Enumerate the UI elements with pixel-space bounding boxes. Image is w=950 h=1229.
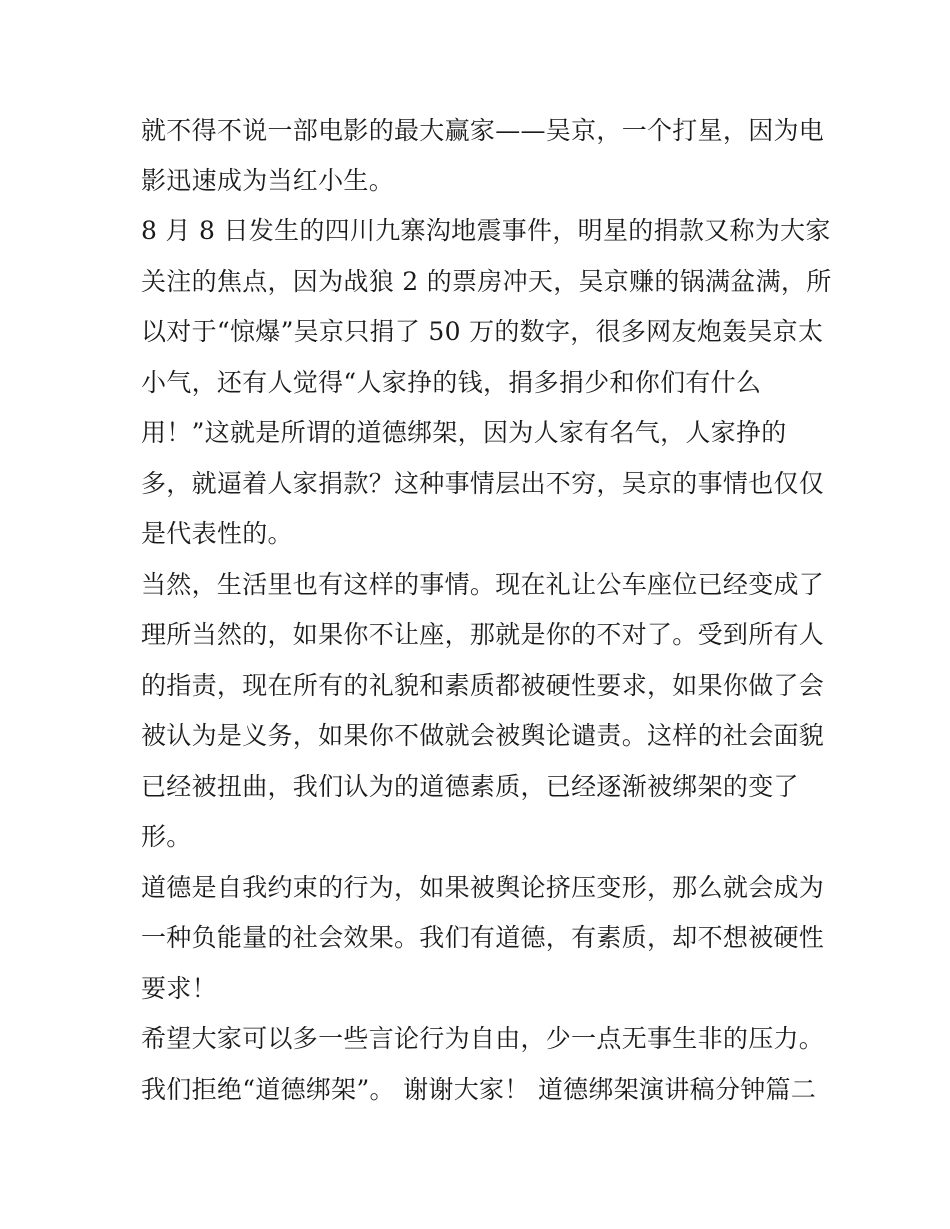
text-line: 以对于“惊爆”吴京只捐了 50 万的数字，很多网友炮轰吴京太 bbox=[141, 317, 824, 346]
text-line: 多，就逼着人家捐款？这种事情层出不穷，吴京的事情也仅仅 bbox=[141, 469, 825, 498]
text-line: 一种负能量的社会效果。我们有道德，有素质，却不想被硬性 bbox=[141, 923, 825, 952]
text-line: 关注的焦点，因为战狼 2 的票房冲天，吴京赚的锅满盆满，所 bbox=[141, 267, 832, 296]
text-line: 被认为是义务，如果你不做就会被舆论谴责。这样的社会面貌 bbox=[141, 721, 825, 750]
text-line: 要求！ bbox=[141, 974, 217, 1003]
text-line: 小气，还有人觉得“人家挣的钱，捐多捐少和你们有什么 bbox=[141, 368, 762, 397]
text-line: 我们拒绝“道德绑架”。 谢谢大家！ 道德绑架演讲稿分钟篇二 bbox=[141, 1075, 817, 1104]
text-line: 希望大家可以多一些言论行为自由，少一点无事生非的压力。 bbox=[141, 1024, 825, 1053]
text-line: 的指责，现在所有的礼貌和素质都被硬性要求，如果你做了会 bbox=[141, 671, 825, 700]
text-line: 形。 bbox=[141, 822, 192, 851]
text-line: 道德是自我约束的行为，如果被舆论挤压变形，那么就会成为 bbox=[141, 873, 825, 902]
text-line: 用！”这就是所谓的道德绑架，因为人家有名气，人家挣的 bbox=[141, 418, 787, 447]
text-line: 8 月 8 日发生的四川九寨沟地震事件，明星的捐款又称为大家 bbox=[141, 216, 831, 245]
text-line: 当然，生活里也有这样的事情。现在礼让公车座位已经变成了 bbox=[141, 570, 825, 599]
text-line: 影迅速成为当红小生。 bbox=[141, 166, 395, 195]
text-line: 理所当然的，如果你不让座，那就是你的不对了。受到所有人 bbox=[141, 620, 825, 649]
text-line: 就不得不说一部电影的最大赢家——吴京，一个打星，因为电 bbox=[141, 116, 825, 145]
text-line: 是代表性的。 bbox=[141, 519, 293, 548]
text-line: 已经被扭曲，我们认为的道德素质，已经逐渐被绑架的变了 bbox=[141, 772, 799, 801]
